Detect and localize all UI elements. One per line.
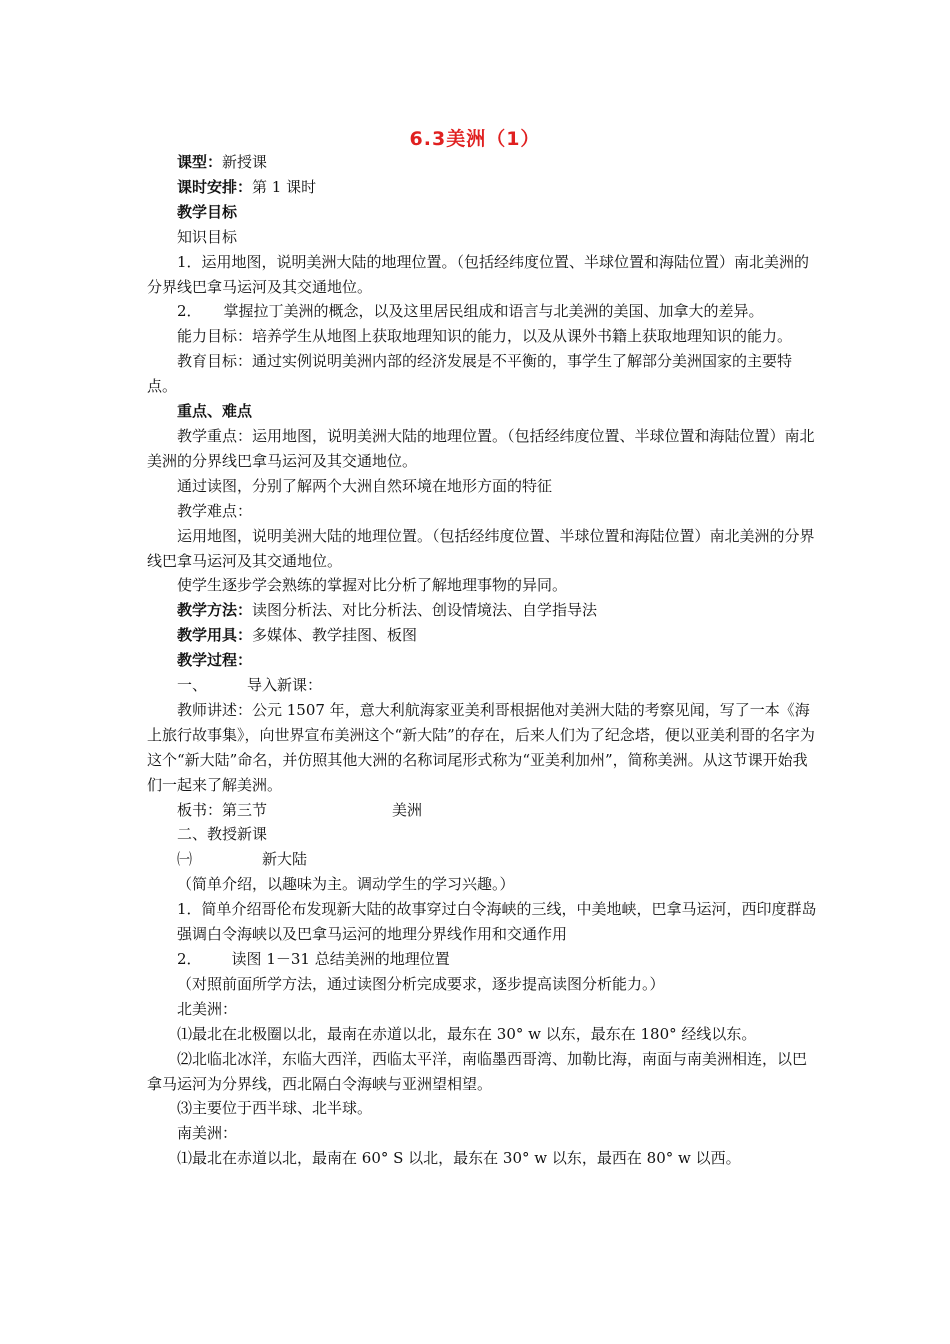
difficulty-1: 运用地图，说明美洲大陆的地理位置。（包括经纬度位置、半球位置和海陆位置）南北美洲的分界线巴拿马运河及其交通地位。 xyxy=(147,526,815,570)
section-1-number: ㈠ xyxy=(177,850,193,869)
difficulty-label: 教学难点： xyxy=(177,501,253,520)
south-america-label: 南美洲： xyxy=(177,1124,238,1143)
board-value: 美洲 xyxy=(392,800,423,819)
tools-value: 多媒体、教学挂图、板图 xyxy=(252,626,418,645)
methods-line xyxy=(147,598,817,623)
north-america-2: ⑵北临北冰洋，东临大西洋，西临太平洋，南临墨西哥湾、加勒比海，南面与南美洲相连，以巴拿马运河为分界线，西北隔白令海峡与亚洲望相望。 xyxy=(147,1049,808,1093)
new-lesson-heading: 二、教授新课 xyxy=(177,825,268,844)
intro-line xyxy=(147,673,817,698)
schedule-value: 第 1 课时 xyxy=(252,177,317,196)
knowledge-goal-heading: 知识目标 xyxy=(177,227,238,246)
document-body xyxy=(147,150,817,1171)
course-type-label: 课型： xyxy=(177,153,223,171)
south-america-1: ⑴最北在赤道以北，最南在 60° S 以北，最东在 30° w 以东，最西在 80° w 以西。 xyxy=(177,1149,741,1168)
item-1-emphasis: 强调白令海峡以及巴拿马运河的地理分界线作用和交通作用 xyxy=(177,925,568,944)
item-1: 1．简单介绍哥伦布发现新大陆的故事穿过白令海峡的三线，中美地峡，巴拿马运河，西印度群岛 xyxy=(177,900,817,919)
teacher-narration: 教师讲述：公元 1507 年，意大利航海家亚美利哥根据他对美洲大陆的考察见闻，写了一本《海上旅行故事集》，向世界宣布美洲这个“新大陆”的存在，后来人们为了纪念塔，便以亚美利哥的名字为这个“新大陆”命名，并仿照其他大洲的名称词尾形式称为“亚美利加州”，简称美洲。从这节课开始我们一起来了解美洲。 xyxy=(147,700,815,794)
goals-heading: 教学目标 xyxy=(177,202,238,221)
north-america-1: ⑴最北在北极圈以北，最南在赤道以北，最东在 30° w 以东，最东在 180° 经线以东。 xyxy=(177,1024,757,1043)
section-1-title: 新大陆 xyxy=(262,850,308,869)
key-point-2: 通过读图，分别了解两个大洲自然环境在地形方面的特征 xyxy=(177,476,553,495)
course-type-value: 新授课 xyxy=(222,153,268,171)
north-america-3: ⑶主要位于西半球、北半球。 xyxy=(177,1099,373,1118)
intro-text: 导入新课： xyxy=(247,676,323,695)
education-goal: 教育目标：通过实例说明美洲内部的经济发展是不平衡的，事学生了解部分美洲国家的主要特点。 xyxy=(147,352,793,396)
course-type-line xyxy=(147,150,817,175)
tools-label: 教学用具： xyxy=(177,626,253,645)
item-2 xyxy=(147,947,817,972)
difficulty-2: 使学生逐步学会熟练的掌握对比分析了解地理事物的异同。 xyxy=(177,576,568,595)
knowledge-goal-2-text: 掌握拉丁美洲的概念，以及这里居民组成和语言与北美洲的美国、加拿大的差异。 xyxy=(223,302,764,321)
intro-number: 一、 xyxy=(177,676,208,695)
document-title: 6.3美洲（1） xyxy=(409,128,541,150)
section-1-note: （简单介绍，以趣味为主。调动学生的学习兴趣。） xyxy=(177,875,515,894)
knowledge-goal-1: 1．运用地图，说明美洲大陆的地理位置。（包括经纬度位置、半球位置和海陆位置）南北美洲的分界线巴拿马运河及其交通地位。 xyxy=(147,252,810,296)
tools-line xyxy=(147,623,817,648)
methods-value: 读图分析法、对比分析法、创设情境法、自学指导法 xyxy=(252,601,598,620)
methods-label: 教学方法： xyxy=(177,601,253,620)
board-label: 板书：第三节 xyxy=(177,800,268,819)
schedule-label: 课时安排： xyxy=(177,177,253,196)
keypoints-heading: 重点、难点 xyxy=(177,402,253,421)
key-point-1: 教学重点：运用地图，说明美洲大陆的地理位置。（包括经纬度位置、半球位置和海陆位置）南北美洲的分界线巴拿马运河及其交通地位。 xyxy=(147,426,815,470)
item-2-number: 2． xyxy=(177,950,202,968)
ability-goal: 能力目标：培养学生从地图上获取地理知识的能力，以及从课外书籍上获取地理知识的能力。 xyxy=(177,327,793,346)
knowledge-goal-2 xyxy=(147,299,817,324)
knowledge-goal-2-number: 2． xyxy=(177,302,202,321)
section-1-heading xyxy=(147,847,817,872)
process-heading: 教学过程： xyxy=(177,651,253,670)
north-america-label: 北美洲： xyxy=(177,999,238,1018)
board-line xyxy=(147,798,817,823)
item-2-text: 读图 1－31 总结美洲的地理位置 xyxy=(231,950,450,968)
item-2-note: （对照前面所学方法，通过读图分析完成要求，逐步提高读图分析能力。） xyxy=(177,974,665,993)
schedule-line xyxy=(147,175,817,200)
